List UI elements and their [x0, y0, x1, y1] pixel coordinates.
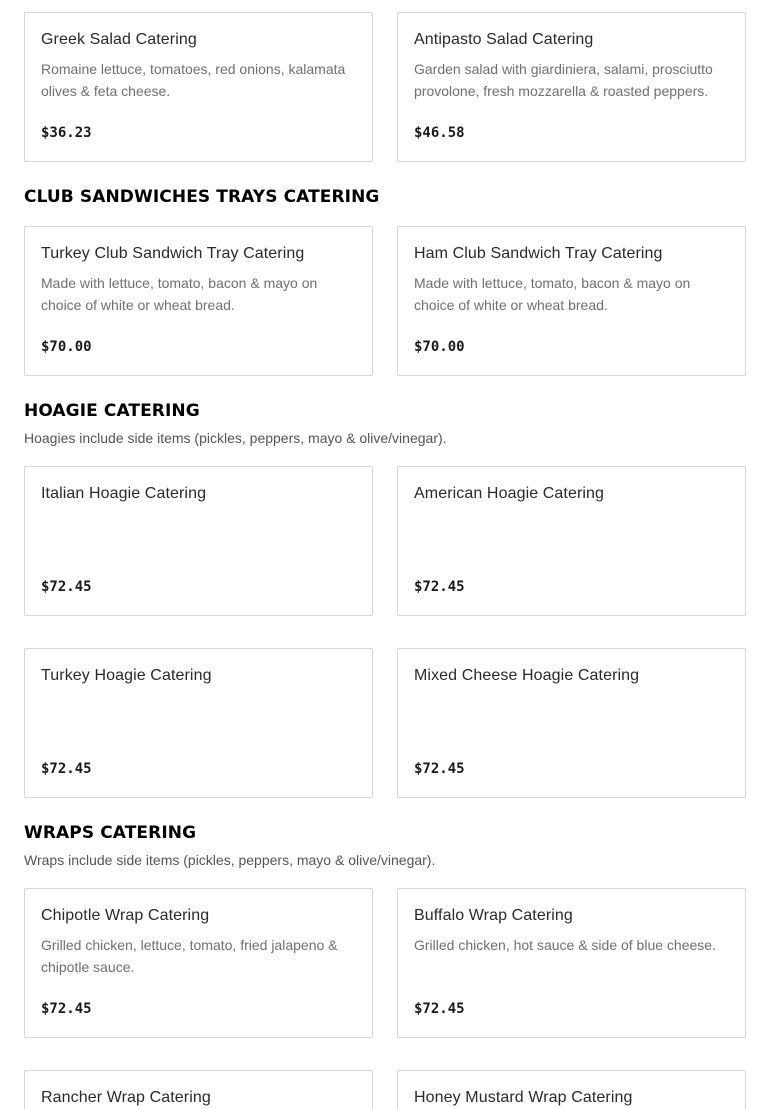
section-heading-hoagie: HOAGIE CATERING: [24, 401, 200, 421]
item-title: Chipotle Wrap Catering: [41, 907, 210, 924]
item-price: $72.45: [414, 761, 465, 777]
item-title: Antipasto Salad Catering: [414, 31, 594, 48]
item-title: Rancher Wrap Catering: [41, 1089, 211, 1106]
item-title: Italian Hoagie Catering: [41, 485, 207, 502]
item-title: Buffalo Wrap Catering: [414, 907, 573, 924]
item-price: $72.45: [414, 579, 465, 595]
item-price: $72.45: [414, 1001, 465, 1017]
section-note-hoagie: Hoagies include side items (pickles, peppers, mayo & olive/vinegar).: [24, 430, 447, 446]
menu-item-card[interactable]: [397, 888, 746, 1038]
item-description: Romaine lettuce, tomatoes, red onions, kalamata olives & feta cheese.: [41, 61, 346, 99]
item-price: $46.58: [414, 125, 465, 141]
item-price: $72.45: [41, 1001, 92, 1017]
menu-item-card[interactable]: [397, 1070, 746, 1109]
item-description: Grilled chicken, lettuce, tomato, fried jalapeno & chipotle sauce.: [41, 937, 338, 975]
menu-item-card[interactable]: [397, 226, 746, 376]
menu-item-card[interactable]: [397, 12, 746, 162]
item-price: $72.45: [41, 761, 92, 777]
section-note-wraps: Wraps include side items (pickles, peppers, mayo & olive/vinegar).: [24, 852, 436, 868]
item-title: Turkey Hoagie Catering: [41, 667, 212, 684]
section-heading-club: CLUB SANDWICHES TRAYS CATERING: [24, 187, 380, 207]
item-description: Made with lettuce, tomato, bacon & mayo on choice of white or wheat bread.: [414, 275, 691, 313]
item-title: Ham Club Sandwich Tray Catering: [414, 245, 663, 262]
item-title: Mixed Cheese Hoagie Catering: [414, 667, 640, 684]
menu-item-card[interactable]: [24, 12, 373, 162]
item-title: American Hoagie Catering: [414, 485, 605, 502]
section-heading-wraps: WRAPS CATERING: [24, 823, 197, 843]
item-description: Grilled chicken, hot sauce & side of blue cheese.: [414, 937, 716, 953]
item-title: Honey Mustard Wrap Catering: [414, 1089, 633, 1106]
menu-item-card[interactable]: [24, 888, 373, 1038]
menu-item-card[interactable]: [24, 648, 373, 798]
item-description: Garden salad with giardiniera, salami, prosciutto provolone, fresh mozzarella & roasted peppers.: [414, 61, 713, 99]
menu-item-card[interactable]: [24, 466, 373, 616]
item-title: Turkey Club Sandwich Tray Catering: [41, 245, 305, 262]
item-description: Made with lettuce, tomato, bacon & mayo on choice of white or wheat bread.: [41, 275, 318, 313]
item-title: Greek Salad Catering: [41, 31, 197, 48]
item-price: $36.23: [41, 125, 92, 141]
item-price: $72.45: [41, 579, 92, 595]
item-price: $70.00: [41, 339, 92, 355]
menu-item-card[interactable]: [24, 1070, 373, 1109]
menu-item-card[interactable]: [24, 226, 373, 376]
menu-item-card[interactable]: [397, 466, 746, 616]
item-price: $70.00: [414, 339, 465, 355]
menu-item-card[interactable]: [397, 648, 746, 798]
